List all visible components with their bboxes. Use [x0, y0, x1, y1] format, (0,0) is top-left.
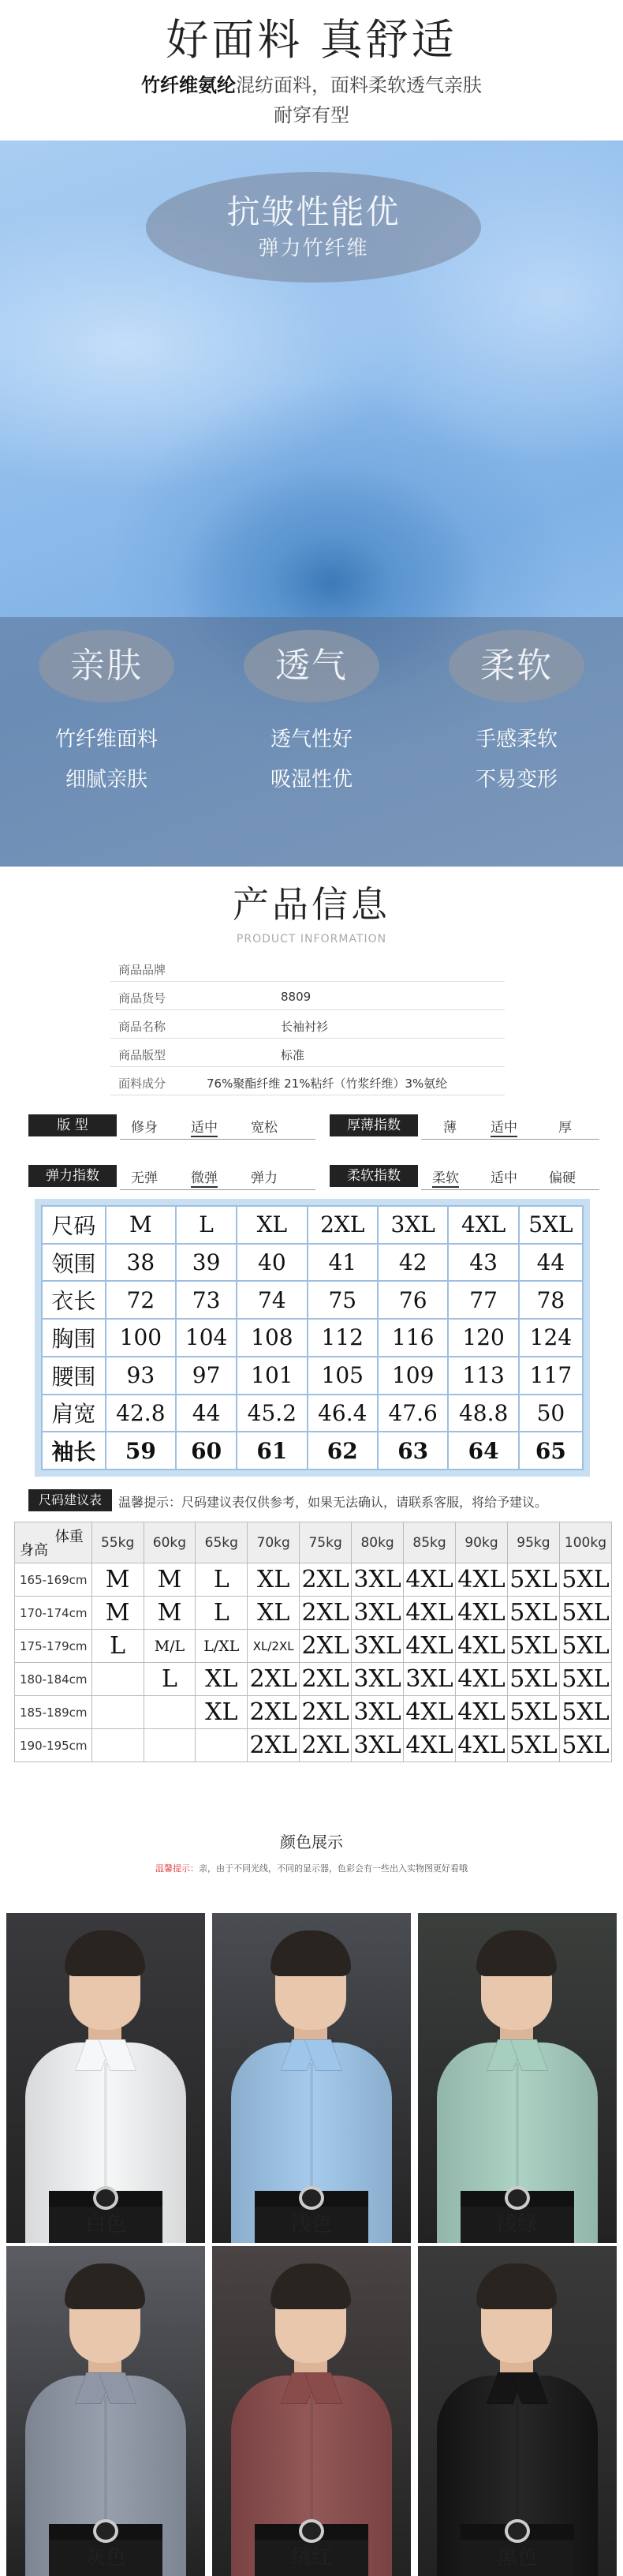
size-header-cell: M: [106, 1206, 176, 1244]
note-prefix: 温馨提示：: [155, 1863, 199, 1874]
option-bar-row2: [28, 1165, 599, 1187]
softness-underline: [421, 1189, 599, 1190]
color-photo[interactable]: [212, 1913, 411, 2243]
size-cell: 48.8: [448, 1395, 518, 1432]
feature-name: 透气: [244, 630, 379, 702]
rec-cell: 2XL: [248, 1663, 300, 1696]
feature-band: [0, 617, 623, 867]
size-cell: 领围: [42, 1244, 106, 1282]
size-cell: 45.2: [237, 1395, 307, 1432]
height-label: 190-195cm: [15, 1729, 92, 1762]
feature-soft: [414, 630, 619, 792]
rec-cell: M: [91, 1597, 144, 1630]
feature-line1: 手感柔软: [475, 728, 558, 751]
info-row-brand: [110, 953, 505, 982]
weight-cell: 70kg: [248, 1522, 300, 1563]
info-row-fit: [110, 1039, 505, 1067]
height-label: 185-189cm: [15, 1696, 92, 1729]
belt-buckle-icon: [93, 2519, 118, 2543]
belt-buckle-icon: [505, 2519, 530, 2543]
rec-cell: L/XL: [196, 1630, 248, 1663]
size-header-cell: 4XL: [448, 1206, 518, 1244]
hero-subtitle: [0, 69, 623, 97]
color-display-title: 颜色展示: [280, 1833, 343, 1852]
size-cell: 肩宽: [42, 1395, 106, 1432]
weight-axis-label: 体重: [54, 1529, 84, 1545]
size-header-cell: 3XL: [378, 1206, 448, 1244]
thickness-option-thick: 厚: [558, 1120, 572, 1136]
size-cell: 108: [237, 1319, 307, 1357]
rec-cell: 5XL: [559, 1563, 611, 1597]
rec-cell: 5XL: [507, 1729, 559, 1762]
rec-cell: 4XL: [456, 1696, 508, 1729]
size-header-cell: 尺码: [42, 1206, 106, 1244]
feature-line2: 细腻亲肤: [65, 768, 147, 792]
height-axis-label: 身高: [20, 1542, 48, 1559]
size-cell: 38: [106, 1244, 176, 1282]
rec-cell: M: [144, 1597, 196, 1630]
rec-cell: [144, 1729, 196, 1762]
height-row-165: [15, 1563, 612, 1597]
feature-line1: 透气性好: [270, 728, 353, 751]
size-cell: 44: [176, 1395, 237, 1432]
color-label: 黑色: [496, 2546, 538, 2570]
thickness-underline: [421, 1139, 599, 1140]
rec-cell: 2XL: [300, 1696, 352, 1729]
size-recommendation-header: [28, 1489, 599, 1511]
size-cell: 73: [176, 1281, 237, 1319]
rec-cell: 4XL: [404, 1563, 456, 1597]
page-title: 好面料 真舒适: [166, 15, 457, 65]
rec-cell: 4XL: [456, 1563, 508, 1597]
info-value: 长袖衬衫: [281, 1020, 329, 1034]
rec-cell: 5XL: [507, 1563, 559, 1597]
size-cell: 62: [308, 1432, 378, 1470]
color-photo[interactable]: [418, 2246, 617, 2576]
height-row-175: [15, 1630, 612, 1663]
size-cell: 78: [519, 1281, 583, 1319]
height-label: 165-169cm: [15, 1563, 92, 1597]
size-row-shoulder: [42, 1395, 583, 1432]
rec-cell: 5XL: [559, 1663, 611, 1696]
size-row-sleeve: [42, 1432, 583, 1470]
stretch-label: 弹力指数: [28, 1165, 117, 1187]
size-recommendation-tag: 尺码建议表: [28, 1489, 112, 1511]
rec-cell: 2XL: [248, 1696, 300, 1729]
rec-cell: L: [196, 1597, 248, 1630]
feature-breathable: [209, 630, 414, 792]
size-cell: 42.8: [106, 1395, 176, 1432]
softness-label: 柔软指数: [330, 1165, 418, 1187]
info-key: 面料成分: [118, 1076, 166, 1091]
weight-cell: 80kg: [352, 1522, 404, 1563]
thickness-label: 厚薄指数: [330, 1114, 418, 1136]
fit-label: 版 型: [28, 1114, 117, 1136]
height-label: 170-174cm: [15, 1597, 92, 1630]
size-cell: 63: [378, 1432, 448, 1470]
note-text: 亲，由于不同光线，不同的显示器，色彩会有一些出入实物图更好看哦: [199, 1863, 468, 1874]
product-info-list: [110, 953, 505, 1095]
info-key: 商品货号: [118, 991, 166, 1005]
rec-cell: 3XL: [404, 1663, 456, 1696]
stretch-option-none: 无弹: [131, 1170, 158, 1186]
softness-option-soft: 柔软: [432, 1166, 459, 1188]
size-chart-table: [41, 1205, 584, 1470]
rec-cell: [144, 1696, 196, 1729]
color-photo[interactable]: [212, 2246, 411, 2576]
bubble-subtitle: 弹力竹纤维: [258, 237, 369, 260]
color-label: 白色: [84, 2213, 126, 2237]
rec-cell: L: [91, 1630, 144, 1663]
size-cell: 97: [176, 1357, 237, 1395]
size-cell: 75: [308, 1281, 378, 1319]
size-row-length: [42, 1281, 583, 1319]
size-cell: 112: [308, 1319, 378, 1357]
size-cell: 113: [448, 1357, 518, 1395]
option-bar-row1: [28, 1114, 599, 1136]
size-cell: 117: [519, 1357, 583, 1395]
rec-cell: 4XL: [404, 1696, 456, 1729]
size-cell: 104: [176, 1319, 237, 1357]
product-info-subtitle: PRODUCT INFORMATION: [236, 933, 387, 945]
size-cell: 42: [378, 1244, 448, 1282]
fit-option-regular: 适中: [191, 1116, 218, 1137]
size-cell: 46.4: [308, 1395, 378, 1432]
rec-cell: L: [196, 1563, 248, 1597]
size-cell: 76: [378, 1281, 448, 1319]
size-cell: 袖长: [42, 1432, 106, 1470]
size-recommendation-tip: 温馨提示：尺码建议表仅供参考，如果无法确认，请联系客服，将给予建议。: [118, 1495, 548, 1510]
rec-cell: 3XL: [352, 1563, 404, 1597]
size-cell: 44: [519, 1244, 583, 1282]
size-header-cell: 2XL: [308, 1206, 378, 1244]
rec-cell: 5XL: [507, 1696, 559, 1729]
size-row-chest: [42, 1319, 583, 1357]
size-cell: 101: [237, 1357, 307, 1395]
belt-buckle-icon: [93, 2186, 118, 2210]
size-cell: 59: [106, 1432, 176, 1470]
height-label: 175-179cm: [15, 1630, 92, 1663]
rec-cell: 2XL: [300, 1729, 352, 1762]
size-cell: 衣长: [42, 1281, 106, 1319]
belt-buckle-icon: [505, 2186, 530, 2210]
size-row-collar: [42, 1244, 583, 1282]
rec-cell: 2XL: [300, 1597, 352, 1630]
size-cell: 腰围: [42, 1357, 106, 1395]
rec-cell: XL: [248, 1563, 300, 1597]
fit-underline: [120, 1139, 315, 1140]
color-label: 浅绿: [496, 2213, 538, 2237]
height-row-180: [15, 1663, 612, 1696]
rec-cell: 3XL: [352, 1597, 404, 1630]
info-row-composition: [110, 1067, 505, 1095]
rec-cell: 4XL: [404, 1729, 456, 1762]
size-cell: 65: [519, 1432, 583, 1470]
info-row-item-number: [110, 982, 505, 1010]
fit-option-slim: 修身: [131, 1120, 158, 1136]
rec-cell: 2XL: [248, 1729, 300, 1762]
rec-cell: 5XL: [507, 1597, 559, 1630]
size-cell: 105: [308, 1357, 378, 1395]
rec-cell: [91, 1663, 144, 1696]
rec-cell: 5XL: [559, 1597, 611, 1630]
belt-buckle-icon: [299, 2186, 324, 2210]
rec-cell: 4XL: [456, 1597, 508, 1630]
size-cell: 61: [237, 1432, 307, 1470]
feature-name: 柔软: [449, 630, 584, 702]
thickness-option-thin: 薄: [443, 1120, 457, 1136]
size-row-waist: [42, 1357, 583, 1395]
size-cell: 41: [308, 1244, 378, 1282]
info-value: 76%聚酯纤维 21%粘纤（竹浆纤维）3%氨纶: [207, 1076, 448, 1091]
fabric-description: 混纺面料，面料柔软透气亲肤: [236, 74, 482, 96]
rec-cell: 3XL: [352, 1696, 404, 1729]
size-header-row: [42, 1206, 583, 1244]
size-cell: 40: [237, 1244, 307, 1282]
size-cell: 胸围: [42, 1319, 106, 1357]
color-photo[interactable]: [6, 1913, 205, 2243]
info-row-name: [110, 1010, 505, 1039]
rec-cell: 2XL: [300, 1663, 352, 1696]
rec-cell: 5XL: [559, 1696, 611, 1729]
feature-name: 亲肤: [39, 630, 174, 702]
rec-cell: L: [144, 1663, 196, 1696]
info-value: 8809: [281, 990, 312, 1004]
size-cell: 43: [448, 1244, 518, 1282]
bubble-title: 抗皱性能优: [226, 193, 401, 231]
feature-line2: 吸湿性优: [270, 768, 353, 792]
rec-cell: 5XL: [507, 1663, 559, 1696]
rec-cell: 4XL: [456, 1729, 508, 1762]
size-cell: 50: [519, 1395, 583, 1432]
hero-subtitle-line2: 耐穿有型: [274, 104, 349, 126]
fabric-highlight: 竹纤维氨纶: [141, 74, 236, 96]
weight-cell: 95kg: [507, 1522, 559, 1563]
size-cell: 39: [176, 1244, 237, 1282]
weight-header-row: [15, 1522, 612, 1563]
rec-cell: 4XL: [456, 1663, 508, 1696]
stretch-option-slight: 微弹: [191, 1166, 218, 1188]
color-label: 浅色: [290, 2213, 332, 2237]
size-cell: 64: [448, 1432, 518, 1470]
softness-option-stiff: 偏硬: [549, 1170, 576, 1186]
product-info-title: 产品信息: [233, 883, 390, 926]
height-label: 180-184cm: [15, 1663, 92, 1696]
size-cell: 120: [448, 1319, 518, 1357]
height-weight-corner: [15, 1522, 92, 1563]
fabric-image: [0, 140, 623, 867]
color-label: 灰色: [84, 2546, 126, 2570]
weight-cell: 85kg: [404, 1522, 456, 1563]
size-cell: 77: [448, 1281, 518, 1319]
info-key: 商品版型: [118, 1048, 166, 1062]
rec-cell: 5XL: [559, 1630, 611, 1663]
rec-cell: XL: [248, 1597, 300, 1630]
info-key: 商品品牌: [118, 963, 166, 977]
info-value: 标准: [281, 1048, 305, 1062]
rec-cell: 5XL: [507, 1630, 559, 1663]
weight-cell: 75kg: [300, 1522, 352, 1563]
size-cell: 100: [106, 1319, 176, 1357]
rec-cell: XL: [196, 1663, 248, 1696]
feature-skin-friendly: [4, 630, 209, 792]
size-cell: 72: [106, 1281, 176, 1319]
rec-cell: XL/2XL: [248, 1630, 300, 1663]
size-cell: 93: [106, 1357, 176, 1395]
size-header-cell: 5XL: [519, 1206, 583, 1244]
rec-cell: 4XL: [456, 1630, 508, 1663]
rec-cell: 4XL: [404, 1630, 456, 1663]
weight-cell: 60kg: [144, 1522, 196, 1563]
rec-cell: M: [91, 1563, 144, 1597]
rec-cell: 2XL: [300, 1563, 352, 1597]
color-photo[interactable]: [418, 1913, 617, 2243]
rec-cell: M: [144, 1563, 196, 1597]
rec-cell: 5XL: [559, 1729, 611, 1762]
rec-cell: [196, 1729, 248, 1762]
thickness-option-medium: 适中: [491, 1116, 517, 1137]
color-display-note: [0, 1862, 623, 1874]
size-header-cell: XL: [237, 1206, 307, 1244]
color-photo[interactable]: [6, 2246, 205, 2576]
weight-cell: 65kg: [196, 1522, 248, 1563]
rec-cell: 3XL: [352, 1630, 404, 1663]
stretch-option-stretchy: 弹力: [251, 1170, 278, 1186]
size-cell: 109: [378, 1357, 448, 1395]
size-header-cell: L: [176, 1206, 237, 1244]
weight-cell: 90kg: [456, 1522, 508, 1563]
color-label: 绣红: [290, 2546, 332, 2570]
rec-cell: 3XL: [352, 1729, 404, 1762]
feature-line2: 不易变形: [475, 768, 558, 792]
rec-cell: 2XL: [300, 1630, 352, 1663]
softness-option-medium: 适中: [491, 1170, 517, 1186]
rec-cell: M/L: [144, 1630, 196, 1663]
weight-cell: 55kg: [91, 1522, 144, 1563]
stretch-underline: [120, 1189, 315, 1190]
size-cell: 116: [378, 1319, 448, 1357]
height-row-185: [15, 1696, 612, 1729]
rec-cell: 4XL: [404, 1597, 456, 1630]
rec-cell: XL: [196, 1696, 248, 1729]
feature-line1: 竹纤维面料: [54, 728, 158, 751]
belt-buckle-icon: [299, 2519, 324, 2543]
info-key: 商品名称: [118, 1020, 166, 1034]
size-cell: 124: [519, 1319, 583, 1357]
height-row-190: [15, 1729, 612, 1762]
rec-cell: [91, 1729, 144, 1762]
fit-option-loose: 宽松: [251, 1120, 278, 1136]
size-cell: 60: [176, 1432, 237, 1470]
rec-cell: [91, 1696, 144, 1729]
size-recommendation-table: [14, 1522, 612, 1762]
height-row-170: [15, 1597, 612, 1630]
size-cell: 47.6: [378, 1395, 448, 1432]
rec-cell: 3XL: [352, 1663, 404, 1696]
weight-cell: 100kg: [559, 1522, 611, 1563]
size-cell: 74: [237, 1281, 307, 1319]
